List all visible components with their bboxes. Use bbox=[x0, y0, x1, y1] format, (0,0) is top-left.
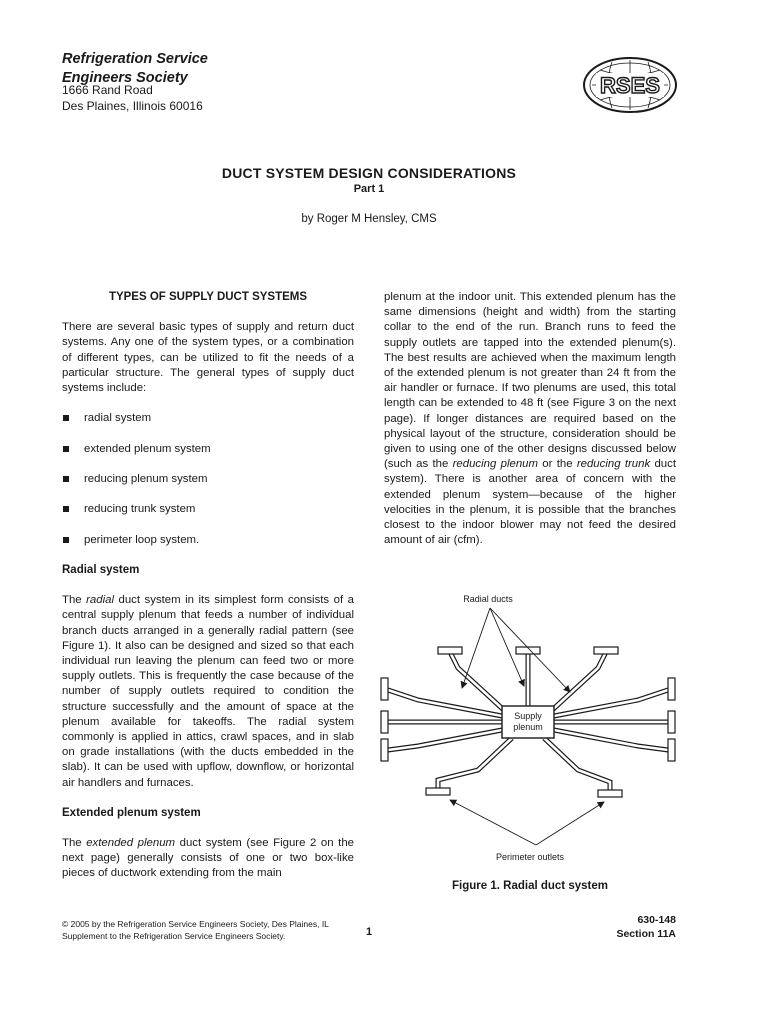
copyright-line-1: © 2005 by the Refrigeration Service Engineers Society, Des Plaines, IL bbox=[62, 919, 329, 929]
list-item: radial system bbox=[62, 411, 354, 426]
perimeter-arrows bbox=[450, 800, 604, 845]
list-item: extended plenum system bbox=[62, 442, 354, 457]
bullet-square-icon bbox=[63, 506, 69, 512]
heading-radial-system: Radial system bbox=[62, 563, 140, 576]
copyright-notice bbox=[62, 918, 329, 942]
section-label: Section 11A bbox=[616, 928, 676, 940]
bullet-square-icon bbox=[63, 476, 69, 482]
address-line-2: Des Plaines, Illinois 60016 bbox=[62, 99, 203, 113]
extended-paragraph: The extended plenum duct system (see Figure 2 on the next page) generally consists of one or two box-like pieces of ductwork extending from the main bbox=[62, 837, 354, 880]
section-heading-types: TYPES OF SUPPLY DUCT SYSTEMS bbox=[108, 291, 308, 303]
bullet-square-icon bbox=[63, 537, 69, 543]
list-item: reducing plenum system bbox=[62, 472, 354, 487]
left-column bbox=[62, 290, 354, 882]
list-item: perimeter loop system. bbox=[62, 533, 354, 548]
org-name-line-2: Engineers Society bbox=[62, 70, 188, 86]
intro-paragraph: There are several basic types of supply and return duct systems. Any one of the system types, or a combination of different types, can be utilized to fit the needs of a particular structure. The general types of supply duct systems include: bbox=[62, 321, 354, 395]
supply-plenum-label-2: plenum bbox=[513, 722, 543, 732]
radial-ducts-label: Radial ducts bbox=[463, 594, 513, 604]
page-number: 1 bbox=[366, 926, 373, 938]
extended-plenum-continuation: plenum at the indoor unit. This extended plenum has the same dimensions (height and width) from the starting collar to the end of the run. Branch runs to feed the supply outlets are tapped into the extended plenum(s). The best results are achieved when the maximum length of the extended plenum is not greater than 24 ft from the air handler or furnace. If two plenums are used, this total length can be extended to 48 ft (see Figure 3 on the next page). If longer distances are required based on the physical layout of the structure, consideration should be given to using one of the other designs discussed below (such as the reducing plenum or the reducing trunk duct system). There is another area of concern with the extended plenum system—because of the higher velocities in the plenum, it is possible that the branches closest to the indoor blower may not feed the desired amount of air (cfm). bbox=[384, 291, 677, 547]
duct-types-list bbox=[62, 411, 354, 548]
bullet-square-icon bbox=[63, 415, 69, 421]
list-item: reducing trunk system bbox=[62, 502, 354, 517]
copyright-line-2: Supplement to the Refrigeration Service Engineers Society. bbox=[62, 931, 286, 941]
figure-caption: Figure 1. Radial duct system bbox=[452, 880, 608, 892]
article-byline: by Roger M Hensley, CMS bbox=[301, 213, 437, 225]
supply-plenum-label-1: Supply bbox=[514, 711, 542, 721]
document-number: 630-148 bbox=[637, 914, 676, 926]
right-column bbox=[384, 290, 676, 548]
heading-extended-plenum: Extended plenum system bbox=[62, 806, 201, 819]
document-reference bbox=[560, 913, 676, 941]
article-title: DUCT SYSTEM DESIGN CONSIDERATIONS bbox=[221, 165, 517, 181]
bullet-square-icon bbox=[63, 446, 69, 452]
logo-text: RSES bbox=[600, 73, 660, 98]
organization-address bbox=[62, 82, 203, 114]
radial-duct-diagram bbox=[378, 590, 678, 870]
address-line-1: 1666 Rand Road bbox=[62, 83, 153, 97]
article-part: Part 1 bbox=[353, 183, 385, 195]
radial-paragraph: The radial duct system in its simplest form consists of a central supply plenum that feeds a number of individual branch ducts arranged in a generally radial pattern (see Figure 1). It also can be designed and sized so that each individual run leaving the plenum can feed two or more supply outlets. This is frequently the case because of the number of supply outlets required to condition the structure successfully and the amount of space at the plenum available for takeoffs. The radial system commonly is applied in attics, crawl spaces, and in slab on grade installations (with the ducts embedded in the slab). It can be used with upflow, downflow, or horizontal air handlers and furnaces. bbox=[62, 594, 354, 789]
org-name-line-1: Refrigeration Service bbox=[62, 51, 208, 67]
perimeter-outlets-label: Perimeter outlets bbox=[495, 852, 565, 862]
rses-logo bbox=[582, 56, 678, 114]
